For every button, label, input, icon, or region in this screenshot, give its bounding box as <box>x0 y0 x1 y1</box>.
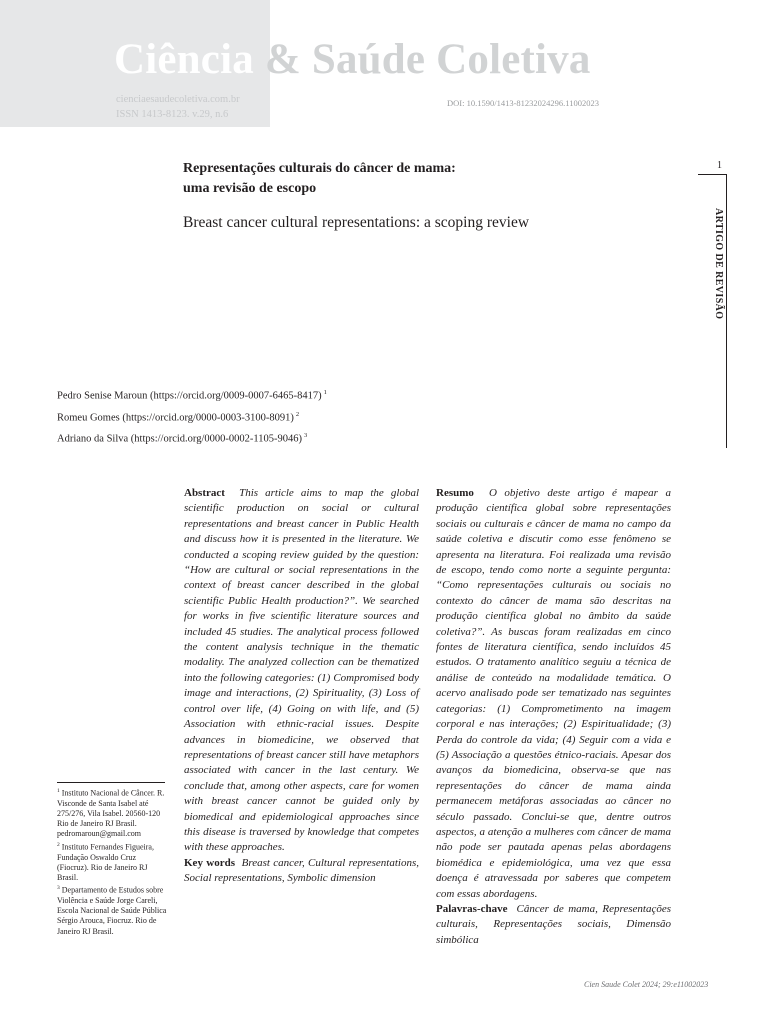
page-number: 1 <box>717 160 722 171</box>
abstract-en-label: Abstract <box>184 487 225 499</box>
author-2 <box>57 406 327 428</box>
title-pt-line1: Representações culturais do câncer de mama: <box>183 161 456 176</box>
author-1-text: Pedro Senise Maroun (https://orcid.org/0009-0007-6465-8417) <box>57 390 322 402</box>
author-2-sup: 2 <box>295 410 300 418</box>
affiliation-2 <box>57 840 169 883</box>
journal-title <box>114 38 591 81</box>
affiliation-1 <box>57 786 169 840</box>
keywords-en-label: Key words <box>184 856 235 869</box>
abstract-pt-label: Resumo <box>436 487 474 499</box>
section-label: ARTIGO DE REVISÃO <box>713 208 724 320</box>
keywords-pt <box>436 902 671 948</box>
abstract-pt-body <box>436 486 671 902</box>
affiliation-3-text: Departamento de Estudos sobre Violência e Saúde Jorge Careli, Escola Nacional de Saúde Pública Sérgio Arouca, Fiocruz. Rio de Janeiro RJ Brasil. <box>57 885 167 936</box>
author-3 <box>57 427 327 449</box>
author-1 <box>57 384 327 406</box>
keywords-pt-label: Palavras-chave <box>436 902 508 915</box>
affiliation-1-sup: 1 <box>57 788 60 794</box>
affiliations <box>57 786 169 937</box>
author-2-text: Romeu Gomes (https://orcid.org/0000-0003-3100-8091) <box>57 412 294 423</box>
keywords-pt-text: Câncer de mama, Representações culturais, Representações sociais, Dimensão simbólica <box>436 902 671 946</box>
abstract-pt-text: O objetivo deste artigo é mapear a produção científica global sobre representações sociais ou culturais e câncer de mama no campo da saúde coletiva e discutir como esse fenômeno se apresenta na literatura. Foi realizada uma revisão de escopo, tendo como norte a seguinte pergunta: “Como representações culturais ou sociais no contexto do câncer de mama são descritas na produção científica global no âmbito da saúde coletiva?”. As buscas foram realizadas em cinco fontes de literatura científica, sendo incluídos 45 estudos. O tratamento analítico seguiu a técnica de análise de conteúdo na modalidade temática. O acervo analisado pode ser tematizado nas seguintes categorias: (1) Comprometimento na imagem corporal e nas interações; (2) Espiritualidade; (3) Perda do controle da vida; (4) Seguir com a vida e (5) Associação a questões étnico-raciais. Apesar dos avanços da biomedicina, observa-se que nas representações do câncer de mama ainda permanecem metáforas associadas ao câncer no século passado. Conclui-se que, dentre outros aspectos, a atenção a mulheres com câncer de mama não pode ser pautada apenas pelas abordagens biomédica e epidemiológica, uma vez que essa doença é atravessada por saberes que competem com essas abordagens. <box>436 487 671 900</box>
journal-website: cienciaesaudecoletiva.com.br <box>116 94 240 105</box>
title-pt-line2: uma revisão de escopo <box>183 181 317 196</box>
affiliation-3 <box>57 883 169 937</box>
title-english: Breast cancer cultural representations: a scoping review <box>183 214 530 231</box>
journal-title-part1: Ciência <box>114 36 254 83</box>
author-3-sup: 3 <box>303 432 308 439</box>
affiliations-rule <box>57 782 165 783</box>
abstract-english <box>184 486 419 887</box>
doi: DOI: 10.1590/1413-81232024296.11002023 <box>447 98 599 108</box>
keywords-en-text: Breast cancer, Cultural representations, Social representations, Symbolic dimension <box>184 856 419 885</box>
affiliation-2-sup: 2 <box>57 841 60 848</box>
footer-citation: Cien Saude Colet 2024; 29:e11002023 <box>584 980 709 989</box>
journal-title-part2: & Saúde Coletiva <box>253 36 591 83</box>
affiliation-2-text: Instituto Fernandes Figueira, Fundação Oswaldo Cruz (Fiocruz). Rio de Janeiro RJ Brasil. <box>57 842 154 882</box>
side-rule <box>726 174 727 448</box>
abstract-portuguese <box>436 486 671 948</box>
title-portuguese <box>183 159 456 199</box>
author-list <box>57 384 327 449</box>
journal-issn: ISSN 1413-8123. v.29, n.6 <box>116 109 229 120</box>
author-1-sup: 1 <box>323 389 327 396</box>
keywords-en <box>184 856 419 887</box>
side-rule-tick <box>698 174 727 175</box>
affiliation-1-text: Instituto Nacional de Câncer. R. Visconde de Santa Isabel até 275/276, Vila Isabel. 20560-120 Rio de Janeiro RJ Brasil. pedromaroun@gmail.com <box>57 788 165 839</box>
abstract-en-body <box>184 486 419 856</box>
abstract-en-text: This article aims to map the global scientific production on social or cultural representations and breast cancer in Public Health and discuss how it is presented in the literature. We conducted a scoping review guided by the question: “How are cultural or social representations in the context of breast cancer described in the global scientific Public Health production?”. We searched for works in five scientific literature sources and included 45 studies. The analytical process followed the content analysis technique in the thematic modality. The analyzed collection can be thematized into the following categories: (1) Compromised body image and interactions, (2) Spirituality, (3) Loss of control over life, (4) Going on with life, and (5) Association with ethnic-racial issues. Despite advances in biomedicine, we observed that representations of breast cancer still have metaphors associated with cancer in the last century. We conclude that, among other aspects, care for women with breast cancer cannot be guided only by biomedical and epidemiological approaches since this disease is traversed by knowledge that competes with these approaches. <box>184 487 419 854</box>
affiliation-3-sup: 3 <box>57 885 60 892</box>
author-3-text: Adriano da Silva (https://orcid.org/0000-0002-1105-9046) <box>57 433 302 445</box>
